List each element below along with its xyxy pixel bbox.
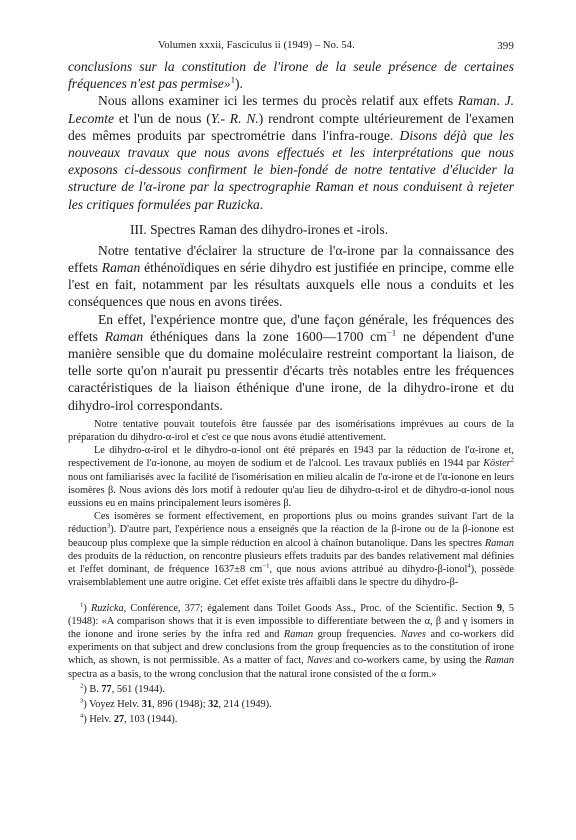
running-title: Volumen xxxii, Fasciculus ii (1949) – No. 54. bbox=[158, 40, 355, 51]
small-paragraph-2: Le dihydro-α-irol et le dihydro-α-ionol ont été préparés en 1943 par la réduction de l'α-irone et, respectivement de l'α-ionone, au moyen de sodium et de l'alcool. Les travaux publiés en 1944 par Köster$^2$ nous ont familiarisés avec la facilité de l'isomérisation en milieu alcalin de l'α-irone et de l'α-ionone en leurs isomères β. Nous avions dès lors motif à redouter qu'au lieu de dihydro-α-irol et de dihydro-α-ionol nous eussions eu en mains principalement leurs isomères β. bbox=[68, 445, 514, 510]
footnote-ref-2: 2 bbox=[510, 457, 514, 465]
name-lecomte: J. Lecomte bbox=[68, 93, 515, 126]
footnote-ref-3: 3 bbox=[106, 523, 111, 531]
paragraph-section-1: Notre tentative d'éclairer la structure de l'α-irone par la connaissance des effets Raman éthénoïdiques en série dihydro est justifiée en principe, comme elle l'est en fait, notamment par les résultats auxquels elle nous a conduits et les conséquences que nous en avons tirées. bbox=[68, 242, 514, 310]
small-paragraph-1: Notre tentative pouvait toutefois être faussée par des isomérisations imprévues au cours de la préparation du dihydro-α-irol et c'est ce que nous avons étudié attentivement. bbox=[68, 418, 514, 444]
small-paragraph-3: Ces isomères se forment effectivement, en proportions plus ou moins grandes suivant l'art de la réduction$^3$). D'autre part, l'expérience nous a enseignés que la réaction de la β-irone ou de la β-ionone est beaucoup plus complexe que la simple réduction en alcool à chaînon butanolique. Dans les spectres Raman des produits de la réduction, on rencontre plusieurs effets traduits par des bandes relativement mal définies et l'effet dominant, de fréquence 1637±8 $cm^{-1}$, que nous avions attribué au dihydro-β-ionol$^4$), possède vraisemblablement une autre origine. Cet effet existe très affaibli dans le spectre du dihydro-β- bbox=[68, 511, 514, 589]
italic-statement: Disons déjà que les nouveaux travaux que nous avons effectués et les interprétations que nous exposons ci-dessous confirment le bien-fondé de notre tentative d'élucider la structure de l'α-irone par la spectrographie Raman et nous conduisent à rejeter les critiques formulées par Ruzicka bbox=[68, 127, 514, 212]
page bbox=[68, 40, 514, 726]
paragraph-quote-end: conclusions sur la constitution de l'irone de la seule présence de certaines fréquences n'est pas permise»$^1$). bbox=[68, 59, 514, 92]
footnote-ref-4: 4 bbox=[467, 562, 471, 570]
page-number: 399 bbox=[497, 40, 514, 52]
italic-quote: conclusions sur la constitution de l'irone de la seule présence de certaines fréquences n'est pas permise» bbox=[68, 59, 514, 92]
name-raman: Raman bbox=[457, 93, 497, 109]
name-yrn: Y.- R. N. bbox=[210, 110, 259, 126]
footnote-2: $^2$) B. 77, 561 (1944). bbox=[80, 682, 165, 695]
footnote-4: $^4$) Helv. 27, 103 (1944). bbox=[80, 712, 178, 726]
section-title: III. Spectres Raman des dihydro-irones et -irols. bbox=[130, 221, 389, 237]
footnote-3: $^3$) Voyez Helv. 31, 896 (1948); 32, 214 (1949). bbox=[80, 697, 272, 710]
paragraph-section-2: En effet, l'expérience montre que, d'une façon générale, les fréquences des effets Raman éthéniques dans la zone 1600—1700 $cm^{-1}$ ne dépendent d'une manière sensible que du domaine moléculaire restreint comportant la liaison, de telle sorte qu'on n'aurait pu pressentir d'écarts très notables entre les fréquences caractéristiques de la liaison éthénique d'une irone, de la dihydro-irone et du dihydro-irol correspondants. bbox=[68, 311, 514, 413]
paragraph-intro: Nous allons examiner ici les termes du procès relatif aux effets Raman. J. Lecomte et l'un de nous (Y.- R. N.) rendront compte ultérieurement de l'examen des mêmes produits par spectrométrie dans l'infra-rouge. Disons déjà que les nouveaux travaux que nous avons effectués et les interprétations que nous exposons ci-dessous confirment le bien-fondé de notre tentative d'élucider la structure de l'α-irone par la spectrographie Raman et nous conduisent à rejeter les critiques formulées par Ruzicka. bbox=[68, 93, 515, 212]
running-header bbox=[68, 40, 514, 58]
footnote-ref-1: 1 bbox=[230, 74, 236, 85]
footnote-1: $^1$) Ruzicka, Conférence, 377; également dans Toilet Goods Ass., Proc. of the Scientific. Section 9, 5 (1948): «A comparison shows that it is even impossible to differentiate between the α, β and γ isomers in the ionone and irone series by the infra red and Raman group frequencies. Naves and co-workers did experiments on that subject and drew conclusions from the group frequencies as to the constitution of irone which, as shown, is not permissible. As a matter of fact, Naves and co-workers came, by using the Raman spectra as a basis, to the wrong conclusion that the natural irone consisted of the α form.» bbox=[68, 601, 515, 680]
footnotes bbox=[68, 602, 514, 727]
name-koster: Köster bbox=[483, 458, 511, 470]
